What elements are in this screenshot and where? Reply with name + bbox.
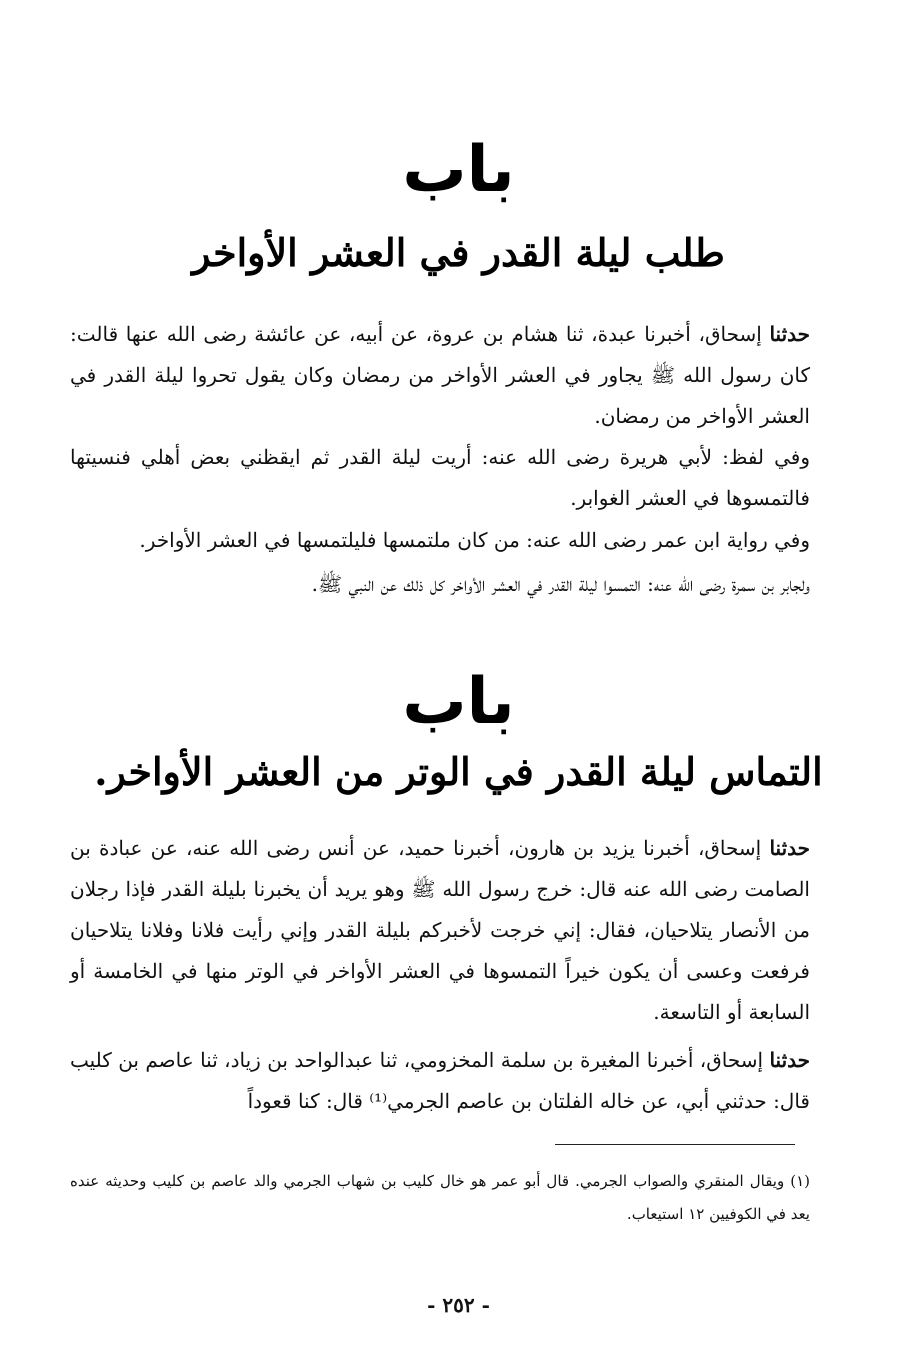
footnote: (١) ويقال المنقري والصواب الجرمي. قال أبو عمر هو خال كليب بن شهاب الجرمي والد عاصم بن كليب وحديثه عنده يعد في الكوفيين ١٢ استيعاب. — [70, 1172, 810, 1223]
paragraph-text: إسحاق، أخبرنا يزيد بن هارون، أخبرنا حميد، عن أنس رضى الله عنه، عن عبادة بن الصامت رضى الله عنه قال: خرج رسول الله ﷺ وهو يريد أن يخبرنا بليلة القدر فإذا رجلان من الأنصار يتلاحيان، فقال: إني خرجت لأخبركم بليلة القدر وإني رأيت فلانا وفلانا يتلاحيان فرفعت وعسى أن يكون خيراً التمسوها في العشر الأواخر في الوتر منها في الخامسة أو السابعة أو التاسعة. — [70, 836, 810, 1024]
paragraph-lead: حدثنا — [769, 836, 810, 860]
chapter-title-2: التماس ليلة القدر في الوتر من العشر الأواخر. — [94, 749, 823, 794]
paragraph-text: إسحاق، أخبرنا المغيرة بن سلمة المخزومي، ثنا عبدالواحد بن زياد، ثنا عاصم بن كليب قال: حدثني أبي، عن خاله الفلتان بن عاصم الجرمي⁽¹⁾ قال: كنا قعوداً — [70, 1048, 810, 1113]
paragraph-text: ولجابر بن سمرة رضى الله عنه: التمسوا ليلة القدر في العشر الأواخر كل ذلك عن النبي ﷺ. — [311, 572, 810, 596]
hadith-paragraph-5 — [70, 828, 810, 1033]
hadith-paragraph-3 — [70, 520, 810, 561]
hadith-paragraph-6 — [70, 1040, 810, 1122]
chapter-heading-2: باب — [402, 665, 515, 739]
paragraph-text: وفي لفظ: لأبي هريرة رضى الله عنه: أريت ليلة القدر ثم ايقظني بعض أهلي فنسيتها فالتمسوها في العشر الغوابر. — [70, 445, 810, 510]
chapter-title-1: طلب ليلة القدر في العشر الأواخر — [192, 230, 725, 275]
hadith-paragraph-1 — [70, 314, 810, 437]
paragraph-lead: حدثنا — [769, 1048, 810, 1072]
hadith-paragraph-2 — [70, 437, 810, 519]
hadith-paragraph-4 — [70, 564, 810, 605]
chapter-heading-1: باب — [402, 133, 515, 207]
paragraph-lead: حدثنا — [769, 322, 810, 346]
footnote-divider — [555, 1144, 795, 1145]
paragraph-text: وفي رواية ابن عمر رضى الله عنه: من كان ملتمسها فليلتمسها في العشر الأواخر. — [139, 528, 810, 552]
page-number: - ٢٥٢ - — [427, 1293, 490, 1317]
paragraph-text: إسحاق، أخبرنا عبدة، ثنا هشام بن عروة، عن أبيه، عن عائشة رضى الله عنها قالت: كان رسول الله ﷺ يجاور في العشر الأواخر من رمضان وكان يقول تحروا ليلة القدر في العشر الأواخر من رمضان. — [70, 322, 810, 428]
